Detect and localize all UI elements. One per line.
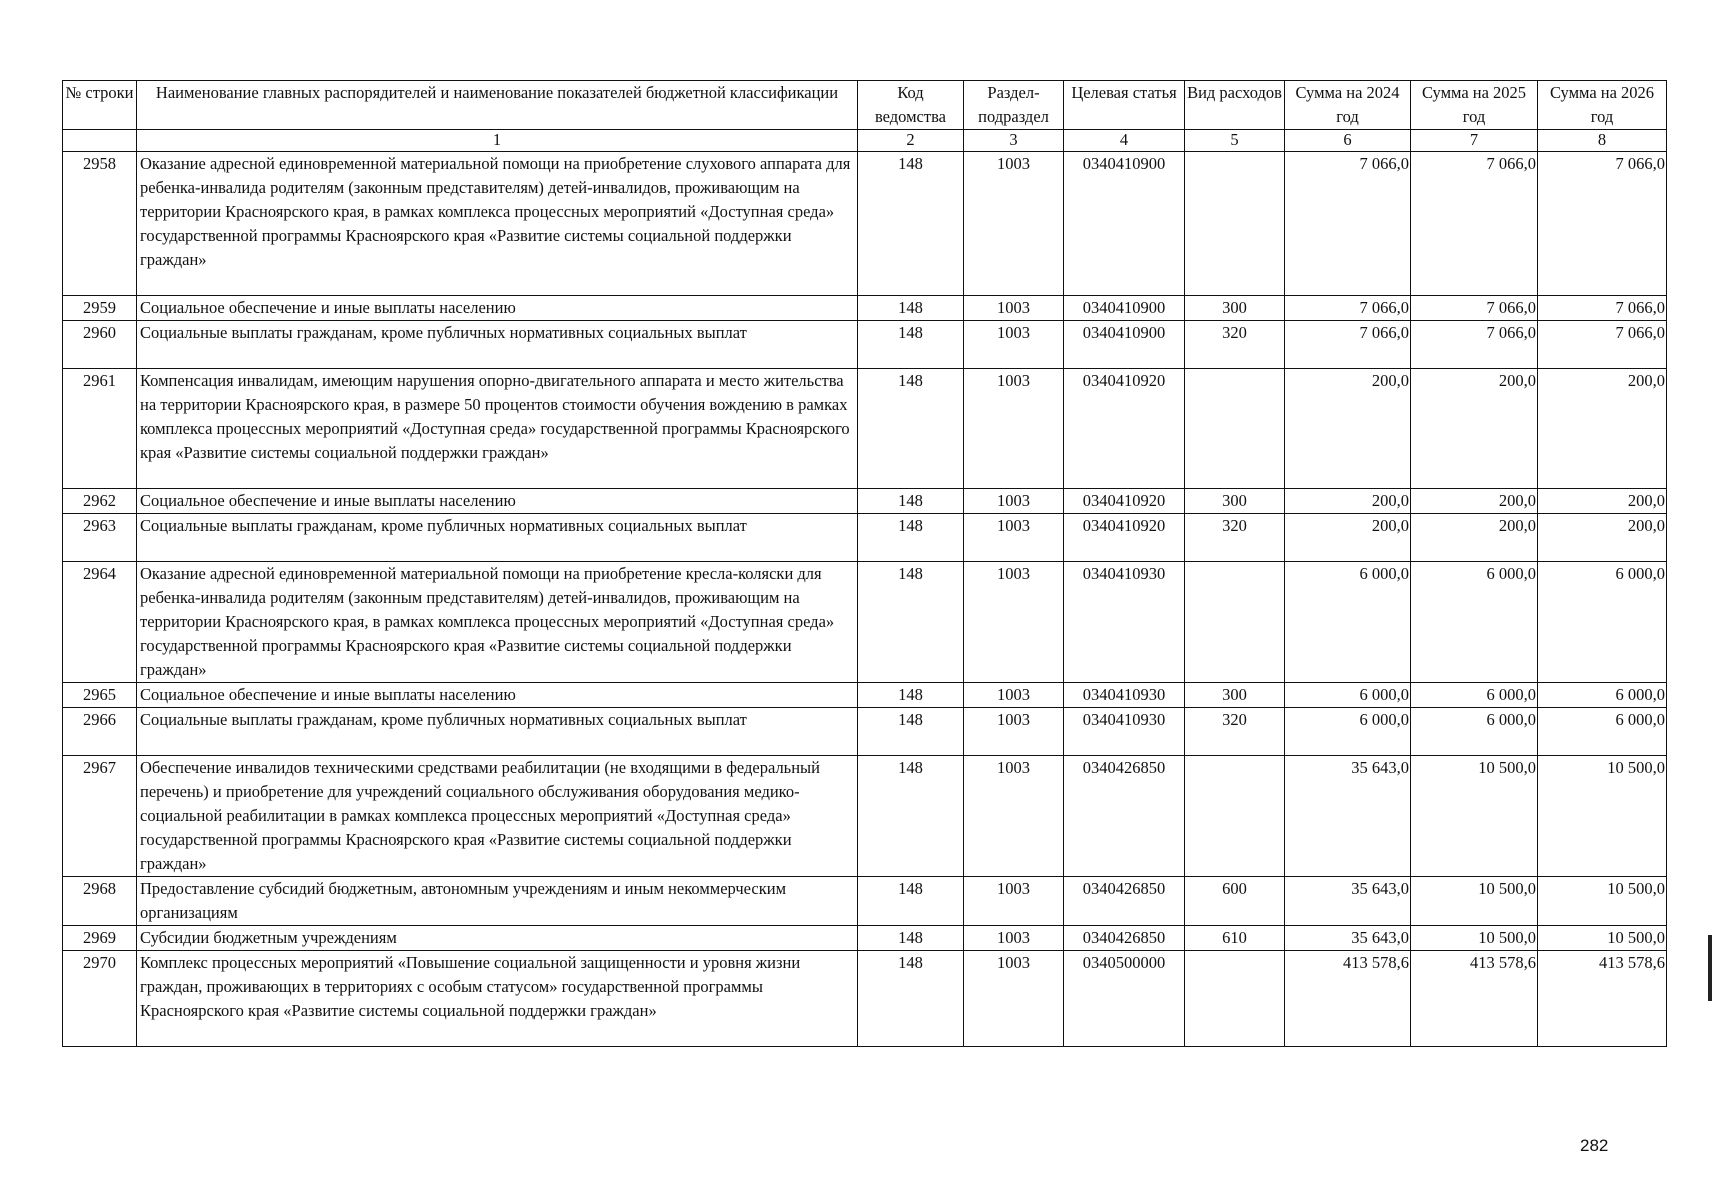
sum-2026: 6 000,0: [1538, 708, 1667, 756]
sum-2026: 6 000,0: [1538, 683, 1667, 708]
header-sum-2024: Сумма на 2024 год: [1285, 81, 1411, 130]
target-code: 0340410930: [1064, 683, 1185, 708]
target-code: 0340426850: [1064, 877, 1185, 926]
table-row: [63, 708, 1667, 756]
target-code: 0340410920: [1064, 369, 1185, 489]
item-name: Оказание адресной единовременной материальной помощи на приобретение кресла-коляски для ребенка-инвалида родителям (законным представителям) детей-инвалидов, проживающим на территории Красноярского края, в рамках комплекса процессных мероприятий «Доступная среда» государственной программы Красноярского края «Развитие системы социальной поддержки граждан»: [137, 562, 858, 683]
expense-type: 320: [1185, 514, 1285, 562]
expense-type: 300: [1185, 296, 1285, 321]
sum-2025: 10 500,0: [1411, 756, 1538, 877]
dept-code: 148: [858, 683, 964, 708]
sum-2025: 6 000,0: [1411, 683, 1538, 708]
section-code: 1003: [964, 756, 1064, 877]
target-code: 0340410920: [1064, 489, 1185, 514]
row-number: 2961: [63, 369, 137, 489]
header-target: Целевая статья: [1064, 81, 1185, 130]
row-number: 2960: [63, 321, 137, 369]
sum-2025: 7 066,0: [1411, 321, 1538, 369]
sum-2024: 200,0: [1285, 489, 1411, 514]
target-code: 0340410900: [1064, 321, 1185, 369]
column-number: 8: [1538, 130, 1667, 152]
sum-2025: 200,0: [1411, 514, 1538, 562]
section-code: 1003: [964, 369, 1064, 489]
sum-2025: 7 066,0: [1411, 296, 1538, 321]
dept-code: 148: [858, 489, 964, 514]
item-name: Социальные выплаты гражданам, кроме публичных нормативных социальных выплат: [137, 708, 858, 756]
row-number: 2969: [63, 926, 137, 951]
budget-table: [62, 80, 1667, 1047]
scan-edge-mark: [1708, 935, 1712, 1001]
expense-type: [1185, 951, 1285, 1047]
expense-type: [1185, 562, 1285, 683]
sum-2025: 6 000,0: [1411, 562, 1538, 683]
sum-2025: 10 500,0: [1411, 926, 1538, 951]
item-name: Социальное обеспечение и иные выплаты населению: [137, 683, 858, 708]
sum-2026: 10 500,0: [1538, 756, 1667, 877]
sum-2024: 7 066,0: [1285, 321, 1411, 369]
section-code: 1003: [964, 514, 1064, 562]
table-row: [63, 926, 1667, 951]
table-row: [63, 756, 1667, 877]
section-code: 1003: [964, 708, 1064, 756]
row-number: 2963: [63, 514, 137, 562]
dept-code: 148: [858, 708, 964, 756]
item-name: Социальное обеспечение и иные выплаты населению: [137, 296, 858, 321]
sum-2024: 200,0: [1285, 369, 1411, 489]
sum-2026: 200,0: [1538, 489, 1667, 514]
table-row: [63, 369, 1667, 489]
row-number: 2970: [63, 951, 137, 1047]
header-dept-code: Код ведомства: [858, 81, 964, 130]
sum-2024: 6 000,0: [1285, 683, 1411, 708]
sum-2026: 200,0: [1538, 514, 1667, 562]
sum-2026: 7 066,0: [1538, 321, 1667, 369]
header-sum-2025: Сумма на 2025 год: [1411, 81, 1538, 130]
sum-2026: 413 578,6: [1538, 951, 1667, 1047]
section-code: 1003: [964, 152, 1064, 296]
sum-2024: 200,0: [1285, 514, 1411, 562]
row-number: 2967: [63, 756, 137, 877]
item-name: Социальное обеспечение и иные выплаты населению: [137, 489, 858, 514]
row-number: 2959: [63, 296, 137, 321]
row-number: 2966: [63, 708, 137, 756]
section-code: 1003: [964, 321, 1064, 369]
row-number: 2965: [63, 683, 137, 708]
sum-2025: 200,0: [1411, 489, 1538, 514]
item-name: Предоставление субсидий бюджетным, автономным учреждениям и иным некоммерческим организациям: [137, 877, 858, 926]
section-code: 1003: [964, 489, 1064, 514]
sum-2026: 7 066,0: [1538, 152, 1667, 296]
target-code: 0340410900: [1064, 152, 1185, 296]
expense-type: [1185, 756, 1285, 877]
column-number: 5: [1185, 130, 1285, 152]
column-number: 4: [1064, 130, 1185, 152]
column-number-row: [63, 130, 1667, 152]
expense-type: [1185, 152, 1285, 296]
item-name: Субсидии бюджетным учреждениям: [137, 926, 858, 951]
sum-2026: 200,0: [1538, 369, 1667, 489]
expense-type: 300: [1185, 683, 1285, 708]
column-number: 2: [858, 130, 964, 152]
table-row: [63, 877, 1667, 926]
item-name: Комплекс процессных мероприятий «Повышение социальной защищенности и уровня жизни граждан, проживающих в территориях с особым статусом» государственной программы Красноярского края «Развитие системы социальной поддержки граждан»: [137, 951, 858, 1047]
item-name: Компенсация инвалидам, имеющим нарушения опорно-двигательного аппарата и место жительства на территории Красноярского края, в размере 50 процентов стоимости обучения вождению в рамках комплекса процессных мероприятий «Доступная среда» государственной программы Красноярского края «Развитие системы социальной поддержки граждан»: [137, 369, 858, 489]
item-name: Обеспечение инвалидов техническими средствами реабилитации (не входящими в федеральный перечень) и приобретение для учреждений социального обслуживания оборудования медико-социальной реабилитации в рамках комплекса процессных мероприятий «Доступная среда» государственной программы Красноярского края «Развитие системы социальной поддержки граждан»: [137, 756, 858, 877]
dept-code: 148: [858, 296, 964, 321]
expense-type: 320: [1185, 321, 1285, 369]
sum-2024: 35 643,0: [1285, 756, 1411, 877]
sum-2024: 6 000,0: [1285, 562, 1411, 683]
expense-type: 610: [1185, 926, 1285, 951]
expense-type: [1185, 369, 1285, 489]
dept-code: 148: [858, 926, 964, 951]
table-row: [63, 489, 1667, 514]
table-row: [63, 321, 1667, 369]
table-row: [63, 562, 1667, 683]
sum-2024: 413 578,6: [1285, 951, 1411, 1047]
table-row: [63, 152, 1667, 296]
expense-type: 300: [1185, 489, 1285, 514]
target-code: 0340426850: [1064, 756, 1185, 877]
target-code: 0340410930: [1064, 562, 1185, 683]
sum-2024: 7 066,0: [1285, 152, 1411, 296]
header-row-no: № строки: [63, 81, 137, 130]
dept-code: 148: [858, 321, 964, 369]
dept-code: 148: [858, 152, 964, 296]
sum-2026: 6 000,0: [1538, 562, 1667, 683]
sum-2024: 7 066,0: [1285, 296, 1411, 321]
column-number: 7: [1411, 130, 1538, 152]
sum-2025: 200,0: [1411, 369, 1538, 489]
sum-2025: 6 000,0: [1411, 708, 1538, 756]
item-name: Оказание адресной единовременной материальной помощи на приобретение слухового аппарата для ребенка-инвалида родителям (законным представителям) детей-инвалидов, проживающим на территории Красноярского края, в рамках комплекса процессных мероприятий «Доступная среда» государственной программы Красноярского края «Развитие системы социальной поддержки граждан»: [137, 152, 858, 296]
sum-2024: 35 643,0: [1285, 877, 1411, 926]
header-row: [63, 81, 1667, 130]
dept-code: 148: [858, 951, 964, 1047]
table-row: [63, 951, 1667, 1047]
table-row: [63, 514, 1667, 562]
sum-2025: 413 578,6: [1411, 951, 1538, 1047]
table-row: [63, 296, 1667, 321]
item-name: Социальные выплаты гражданам, кроме публичных нормативных социальных выплат: [137, 514, 858, 562]
dept-code: 148: [858, 369, 964, 489]
target-code: 0340426850: [1064, 926, 1185, 951]
table-row: [63, 683, 1667, 708]
column-number: [63, 130, 137, 152]
page-number: 282: [1580, 1136, 1609, 1155]
sum-2024: 35 643,0: [1285, 926, 1411, 951]
sum-2026: 10 500,0: [1538, 877, 1667, 926]
header-sum-2026: Сумма на 2026 год: [1538, 81, 1667, 130]
section-code: 1003: [964, 877, 1064, 926]
column-number: 6: [1285, 130, 1411, 152]
column-number: 3: [964, 130, 1064, 152]
header-name: Наименование главных распорядителей и наименование показателей бюджетной классификации: [137, 81, 858, 130]
header-expense-type: Вид расходов: [1185, 81, 1285, 130]
row-number: 2964: [63, 562, 137, 683]
sum-2025: 10 500,0: [1411, 877, 1538, 926]
row-number: 2958: [63, 152, 137, 296]
dept-code: 148: [858, 514, 964, 562]
sum-2025: 7 066,0: [1411, 152, 1538, 296]
dept-code: 148: [858, 562, 964, 683]
section-code: 1003: [964, 926, 1064, 951]
row-number: 2968: [63, 877, 137, 926]
dept-code: 148: [858, 877, 964, 926]
target-code: 0340500000: [1064, 951, 1185, 1047]
table-body: [63, 152, 1667, 1047]
section-code: 1003: [964, 683, 1064, 708]
header-section: Раздел-подраздел: [964, 81, 1064, 130]
expense-type: 320: [1185, 708, 1285, 756]
section-code: 1003: [964, 296, 1064, 321]
column-number: 1: [137, 130, 858, 152]
section-code: 1003: [964, 562, 1064, 683]
target-code: 0340410920: [1064, 514, 1185, 562]
sum-2026: 10 500,0: [1538, 926, 1667, 951]
sum-2026: 7 066,0: [1538, 296, 1667, 321]
section-code: 1003: [964, 951, 1064, 1047]
item-name: Социальные выплаты гражданам, кроме публичных нормативных социальных выплат: [137, 321, 858, 369]
target-code: 0340410900: [1064, 296, 1185, 321]
sum-2024: 6 000,0: [1285, 708, 1411, 756]
dept-code: 148: [858, 756, 964, 877]
row-number: 2962: [63, 489, 137, 514]
target-code: 0340410930: [1064, 708, 1185, 756]
expense-type: 600: [1185, 877, 1285, 926]
